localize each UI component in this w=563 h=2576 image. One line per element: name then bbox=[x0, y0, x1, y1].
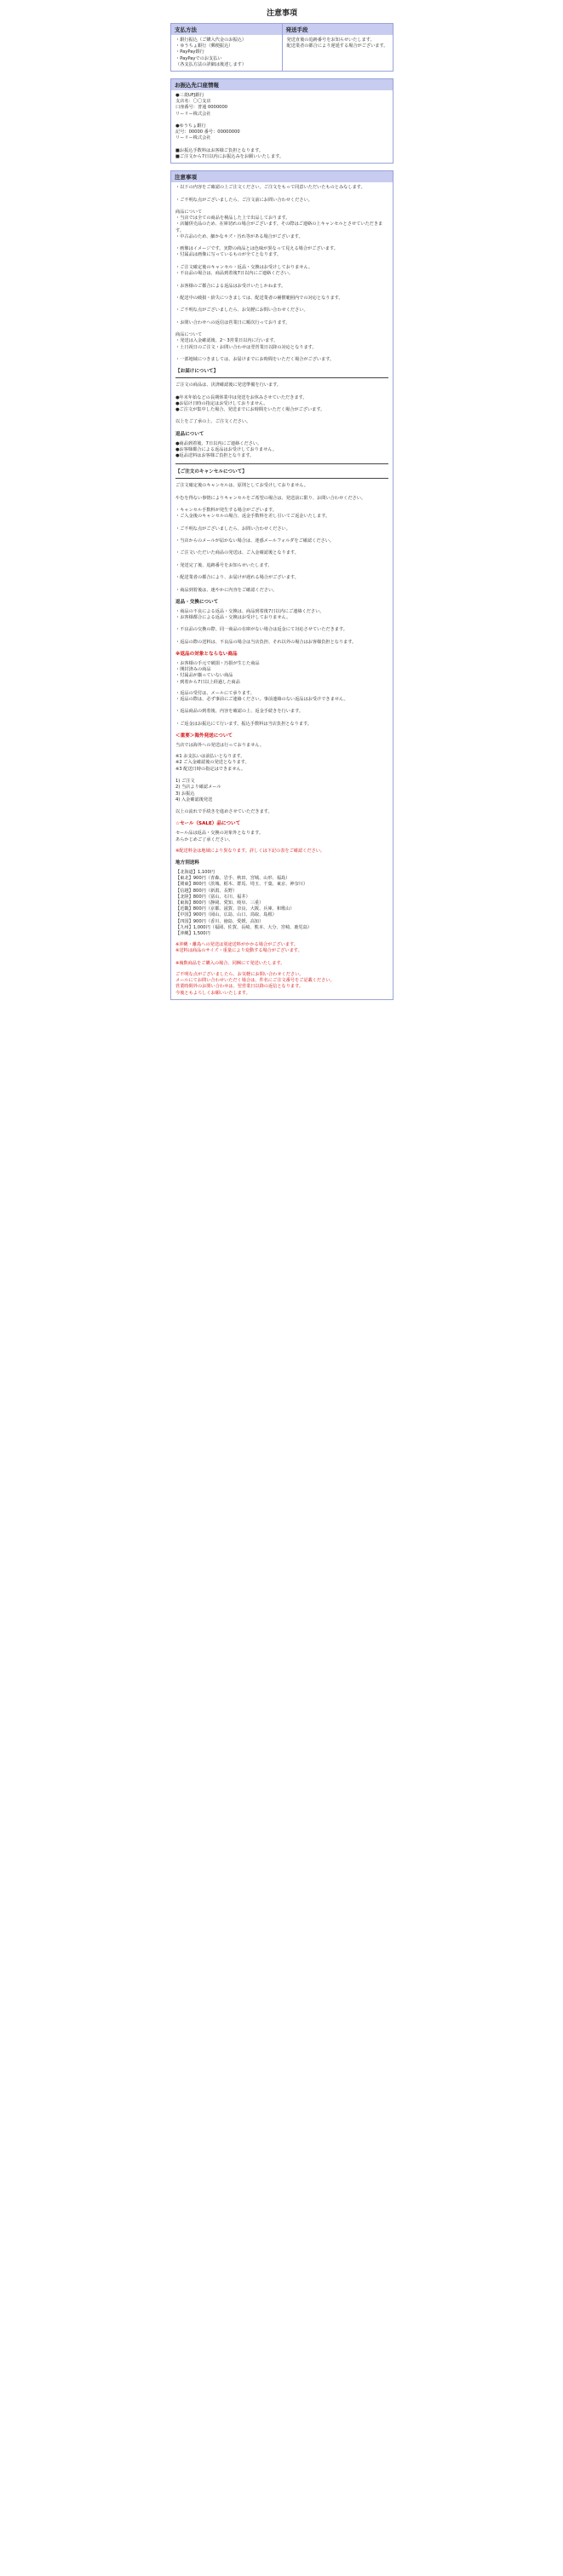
bank-box bbox=[170, 78, 394, 164]
payment-method-text: ・銀行振込（ご購入代金のお振込） ・ゆうちょ銀行（郵便振込） ・PayPay銀行 ・PayPayでのお支払い （各支払方法の詳細は後述します） bbox=[175, 37, 247, 67]
warranty-text: ・商品の不良による返品・交換は、商品到着後7日以内にご連絡ください。 ・お客様都合による返品・交換はお受けしておりません。 ・不良品の交換の際、同一商品の在庫がない場合は返金にて対応させていただきます。 ・返品の際の送料は、不良品の場合は当店負担、それ以外の場合はお客様負担となります。 bbox=[175, 608, 357, 645]
shipping-method-text: 発送直後の追跡番号をお知らせいたします。 配送業者の都合により遅延する場合がございます。 bbox=[286, 37, 388, 49]
order-flow-text: ※1 お支払いは前払いとなります。 ※2 ご入金確認後の発送となります。 ※3 配送日時の指定はできません。 1) ご注文 2) 当店より確認メール 3) お振込 4) 入金確認後発送 以上の流れで手続きを進めさせていただきます。 bbox=[175, 754, 273, 815]
notes-box bbox=[170, 170, 394, 1000]
payment-method-header: 支払方法 bbox=[171, 24, 282, 35]
divider bbox=[175, 377, 388, 378]
notice-page bbox=[170, 7, 394, 1007]
shipping-warning-text: ※沖縄・離島への発送は別途送料がかかる場合がございます。 ※送料は商品のサイズ・重量により変動する場合がございます。 ※複数商品をご購入の場合、同梱にて発送いたします。 bbox=[175, 942, 302, 966]
payment-box bbox=[170, 23, 394, 72]
shipping-method-header: 発送手段 bbox=[283, 24, 394, 35]
cancel-text: ご注文確定後のキャンセルは、原則としてお受けしておりません。 やむを得ない事情によりキャンセルをご希望の場合は、発送前に限り、お問い合わせください。 ・キャンセル手数料が発生する場合がございます。 ・ご入金後のキャンセルの場合、返金手数料を差し引いてご返金いたします。 ・ご不明な点がございましたら、お問い合わせください。 ・当店からのメールが届かない場合は、迷惑メールフォルダをご確認ください。 ・ご注文いただいた商品の発送は、ご入金確認後となります。 ・発送完了後、追跡番号をお知らせいたします。 ・配送業者の都合により、お届けが遅れる場合がございます。 ・商品到着後は、速やかに内容をご確認ください。 bbox=[175, 483, 366, 593]
non-returnable-text: ・お客様の手元で破損・汚損が生じた商品 ・開封済みの商品 ・付属品が揃っていない商品 ・到着から7日以上経過した商品 bbox=[175, 661, 260, 685]
shipping-fee-table: 【北海道】1,100円 【東北】900円（青森、岩手、秋田、宮城、山形、福島） 【関東】800円（茨城、栃木、群馬、埼玉、千葉、東京、神奈川） 【信越】800円（新潟、長野） 【北陸】800円（富山、石川、福井） 【東海】800円（静岡、愛知、岐阜、三重） 【近畿】800円（京都、滋賀、奈良、大阪、兵庫、和歌山） 【中国】900円（岡山、広島、山口、鳥取、島根） 【四国】900円（香川、徳島、愛媛、高知） 【九州】1,000円（福岡、佐賀、長崎、熊本、大分、宮崎、鹿児島） 【沖縄】1,500円 bbox=[175, 869, 313, 936]
notes-text-1: ・以下の内容をご確認の上ご注文ください。ご注文をもって同意いただいたものとみなします。 ・ご不明な点がございましたら、ご注文前にお問い合わせください。 商品について ・当店では全ての商品を検品した上で出品しております。 ・店舗併売品のため、在庫切れの場合がございます。その際はご連絡の上キャンセルとさせていただきます。 ・中古品のため、細かなキズ・汚れ等がある場合がございます。 ・画像はイメージです。実際の商品とは色味が異なって見える場合がございます。 ・付属品は画像に写っているものが全てとなります。 ・ご注文確定後のキャンセル・返品・交換はお受けしておりません。 ・不良品の場合は、商品到着後7日以内にご連絡ください。 ・お客様のご都合による返品はお受けいたしかねます。 ・配送中の破損・紛失につきましては、配送業者の補償範囲内での対応となります。 ・ご不明な点がございましたら、お気軽にお問い合わせください。 ・お問い合わせへの返信は営業日に順次行っております。 商品について ・発送は入金確認後、2〜3営業日以内に行います。 ・土日祝日のご注文・お問い合わせは翌営業日以降の対応となります。 ・一部地域につきましては、お届けまでにお時間をいただく場合がございます。 bbox=[175, 185, 383, 362]
notes-header: 注意事項 bbox=[171, 171, 393, 182]
divider bbox=[175, 463, 388, 464]
divider bbox=[175, 478, 388, 479]
delivery-notice-text: ご注文の商品は、決済確認後に発送準備を行います。 ●年末年始などの長期休業中は発送をお休みさせていただきます。 ●お届け日時の指定はお受けしておりません。 ●ご注文が集中した場合、発送までにお時間をいただく場合がございます。 以上をご了承の上、ご注文ください。 bbox=[175, 382, 325, 425]
bank-text: ●三菱UFJ銀行 支店名：〇〇支店 口座番号：普通 0000000 リーリー株式会社 ●ゆうちょ銀行 記号：00000 番号：00000000 リーリー株式会社 ■お振込手数料はお客様ご負担となります。 ■ご注文から7日以内にお振込みをお願いいたします。 bbox=[175, 93, 284, 160]
overseas-header: ＜重要＞海外発送について bbox=[175, 733, 233, 739]
delivery-notice-header: 【お届けについて】 bbox=[175, 369, 219, 375]
overseas-text: 当店では海外への発送は行っておりません。 bbox=[175, 743, 265, 749]
sale-text: セール品は返品・交換の対象外となります。 あらかじめご了承ください。 bbox=[175, 831, 264, 842]
contact-text: ご不明な点がございましたら、お気軽にお問い合わせください。 メールにてお問い合わせいただく場合は、件名にご注文番号をご記載ください。 営業時間外のお問い合わせは、翌営業日以降の返信となります。 今後ともよろしくお願いいたします。 bbox=[175, 971, 335, 996]
return-process-text: ・返品の受付は、メールにて承ります。 ・返品の際は、必ず事前にご連絡ください。事前連絡のない返品はお受けできません。 ・返品商品の到着後、内容を確認の上、返金手続きを行います。 ・ご返金はお振込にて行います。振込手数料は当店負担となります。 bbox=[175, 690, 348, 727]
cancel-header: 【ご注文のキャンセルについて】 bbox=[175, 469, 247, 475]
page-title: 注意事項 bbox=[266, 9, 297, 18]
sale-header: ☆セール（SALE）品について bbox=[175, 821, 241, 827]
bank-header: お振込先口座情報 bbox=[171, 79, 393, 90]
shipping-fee-header: 地方別送料 bbox=[175, 860, 199, 865]
return-header: 返品について bbox=[175, 431, 204, 437]
warranty-header: 返品・交換について bbox=[175, 599, 219, 605]
return-text: ●商品到着後、7日以内にご連絡ください。 ●お客様都合による返品はお受けしておりません。 ●返品送料はお客様ご負担となります。 bbox=[175, 440, 277, 458]
non-returnable-header: ※返品の対象とならない商品 bbox=[175, 652, 238, 658]
shipping-note: ※配送料金は地域により異なります。詳しくは下記の表をご確認ください。 bbox=[175, 848, 325, 854]
